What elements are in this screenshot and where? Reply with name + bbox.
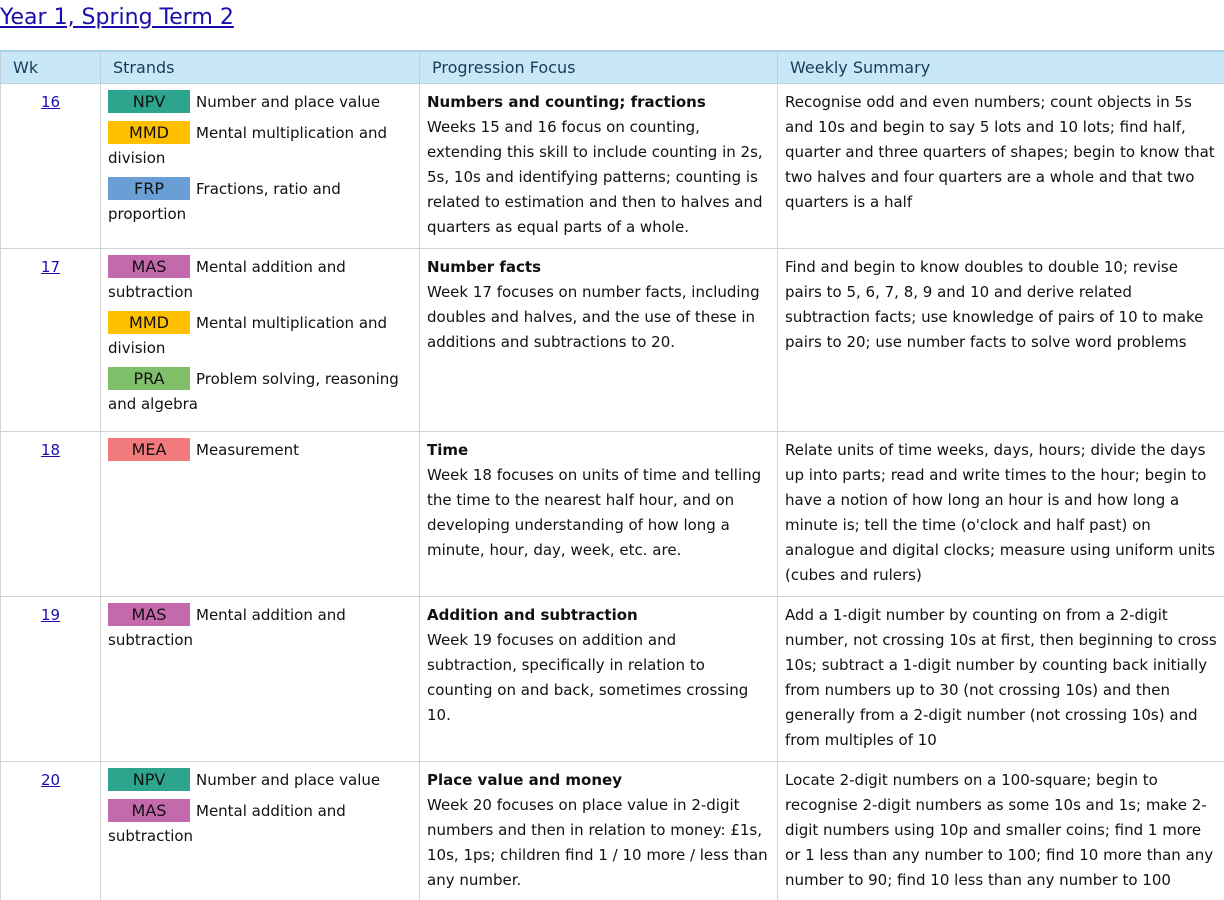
- strands-cell: [101, 762, 420, 900]
- strand-name: Number and place value: [196, 771, 381, 789]
- summary-cell: [778, 249, 1224, 432]
- week-link[interactable]: 17: [40, 258, 61, 276]
- strand-name: Number and place value: [196, 93, 381, 111]
- week-cell: [1, 249, 101, 432]
- strand-name: Mental multiplication and division: [108, 124, 388, 167]
- week-link[interactable]: 16: [40, 93, 61, 111]
- strand-badge-npv: NPV: [108, 90, 190, 113]
- table-row: [1, 249, 1224, 432]
- strand-item: [108, 603, 412, 653]
- focus-text: Weeks 15 and 16 focus on counting, extending this skill to include counting in 2s, 5s, 10s and identifying patterns; counting is related to estimation and then to halves and quarters as equal parts of a whole.: [427, 118, 763, 236]
- table-row: [1, 762, 1224, 900]
- strand-badge-mmd: MMD: [108, 311, 190, 334]
- strand-name: Mental addition and subtraction: [108, 606, 346, 649]
- strand-badge-npv: NPV: [108, 768, 190, 791]
- strand-badge-mas: MAS: [108, 799, 190, 822]
- strand-item: [108, 367, 412, 417]
- header-wk: Wk: [1, 51, 101, 84]
- summary-cell: [778, 84, 1224, 249]
- summary-text: Find and begin to know doubles to double 10; revise pairs to 5, 6, 7, 8, 9 and 10 and derive related subtraction facts; use knowledge of pairs of 10 to make pairs to 20; use number facts to solve word problems: [785, 258, 1204, 351]
- table-row: [1, 84, 1224, 249]
- strand-item: [108, 768, 412, 793]
- focus-cell: [420, 762, 778, 900]
- summary-text: Recognise odd and even numbers; count objects in 5s and 10s and begin to say 5 lots and 10 lots; find half, quarter and three quarters of shapes; begin to know that two halves and four quarters are a whole and that two quarters is a half: [785, 93, 1215, 211]
- summary-text: Add a 1-digit number by counting on from a 2-digit number, not crossing 10s at first, then beginning to cross 10s; subtract a 1-digit number by counting back initially from numbers up to 30 (not crossing 10s) and then generally from a 2-digit number (not crossing 10s) and from multiples of 10: [785, 606, 1217, 749]
- strand-name: Mental multiplication and division: [108, 314, 388, 357]
- week-cell: [1, 432, 101, 597]
- summary-cell: [778, 597, 1224, 762]
- summary-cell: [778, 762, 1224, 900]
- focus-cell: [420, 597, 778, 762]
- week-link[interactable]: 18: [40, 441, 61, 459]
- header-strands: Strands: [101, 51, 420, 84]
- strand-name: Measurement: [196, 441, 299, 459]
- header-progression-focus: Progression Focus: [420, 51, 778, 84]
- strand-badge-pra: PRA: [108, 367, 190, 390]
- strand-item: [108, 799, 412, 849]
- strand-badge-mea: MEA: [108, 438, 190, 461]
- focus-cell: [420, 432, 778, 597]
- focus-cell: [420, 84, 778, 249]
- strand-item: [108, 121, 412, 171]
- focus-text: Week 19 focuses on addition and subtraction, specifically in relation to counting on and back, sometimes crossing 10.: [427, 631, 749, 724]
- summary-text: Relate units of time weeks, days, hours; divide the days up into parts; read and write times to the hour; begin to have a notion of how long an hour is and how long a minute is; tell the time (o'clock and half past) on analogue and digital clocks; measure using uniform units (cubes and rulers): [785, 441, 1216, 584]
- focus-text: Week 17 focuses on number facts, including doubles and halves, and the use of these in additions and subtractions to 20.: [427, 283, 760, 351]
- week-link[interactable]: 19: [40, 606, 61, 624]
- strand-name: Mental addition and subtraction: [108, 802, 346, 845]
- strand-name: Mental addition and subtraction: [108, 258, 346, 301]
- page-title-link[interactable]: Year 1, Spring Term 2: [0, 5, 234, 30]
- strand-item: [108, 177, 412, 227]
- term-plan-table: [0, 50, 1224, 900]
- focus-text: Week 20 focuses on place value in 2-digit numbers and then in relation to money: £1s, 10s, 1ps; children find 1 / 10 more / less than any number.: [427, 796, 768, 889]
- summary-cell: [778, 432, 1224, 597]
- strand-name: Fractions, ratio and proportion: [108, 180, 341, 223]
- focus-title: Place value and money: [427, 771, 622, 789]
- week-cell: [1, 762, 101, 900]
- table-row: [1, 597, 1224, 762]
- strand-badge-mas: MAS: [108, 603, 190, 626]
- strand-badge-frp: FRP: [108, 177, 190, 200]
- focus-text: Week 18 focuses on units of time and telling the time to the nearest half hour, and on developing understanding of how long a minute, hour, day, week, etc. are.: [427, 466, 762, 559]
- table-header-row: [1, 51, 1224, 84]
- focus-title: Time: [427, 441, 469, 459]
- table-row: [1, 432, 1224, 597]
- strand-item: [108, 90, 412, 115]
- week-link[interactable]: 20: [40, 771, 61, 789]
- header-weekly-summary: Weekly Summary: [778, 51, 1224, 84]
- summary-text: Locate 2-digit numbers on a 100-square; begin to recognise 2-digit numbers as some 10s and 1s; make 2-digit numbers using 10p and smaller coins; find 1 more or 1 less than any number to 100; find 10 more than any number to 90; find 10 less than any number to 100: [785, 771, 1214, 889]
- strands-cell: [101, 249, 420, 432]
- strand-badge-mas: MAS: [108, 255, 190, 278]
- strands-cell: [101, 432, 420, 597]
- strand-badge-mmd: MMD: [108, 121, 190, 144]
- week-cell: [1, 84, 101, 249]
- strands-cell: [101, 84, 420, 249]
- focus-title: Numbers and counting; fractions: [427, 93, 706, 111]
- strand-item: [108, 438, 412, 463]
- focus-title: Number facts: [427, 258, 542, 276]
- strand-item: [108, 311, 412, 361]
- strand-name: Problem solving, reasoning and algebra: [108, 370, 399, 413]
- week-cell: [1, 597, 101, 762]
- strand-item: [108, 255, 412, 305]
- focus-cell: [420, 249, 778, 432]
- strands-cell: [101, 597, 420, 762]
- focus-title: Addition and subtraction: [427, 606, 638, 624]
